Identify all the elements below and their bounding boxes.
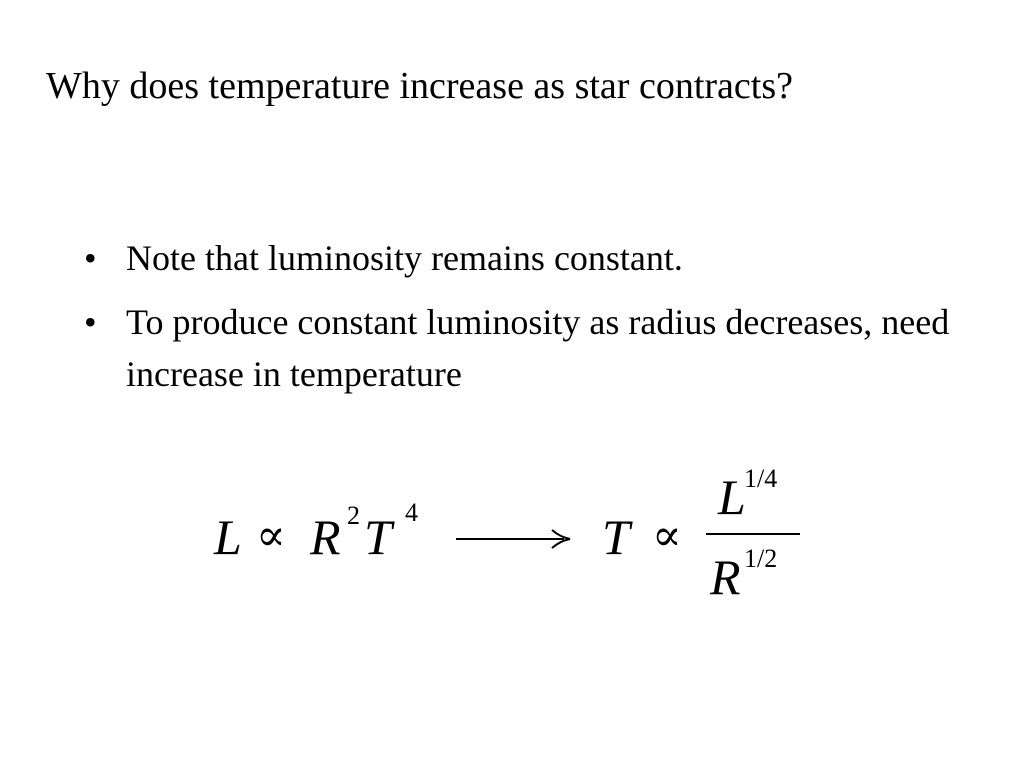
proportional-symbol: ∝: [652, 511, 682, 560]
bullet-dot: •: [84, 302, 97, 342]
formula-R: R: [310, 509, 341, 565]
long-right-arrow-icon: [456, 519, 574, 551]
fraction-numerator-exponent: 1/4: [744, 464, 778, 493]
fraction-denominator-R: R: [710, 549, 741, 605]
formula-T-exponent: 4: [405, 498, 418, 527]
bullet-dot: •: [84, 238, 97, 278]
formula-L: L: [214, 509, 242, 565]
slide-title: Why does temperature increase as star contracts?: [46, 65, 793, 107]
fraction-numerator-L: L: [718, 469, 746, 525]
formula-R-exponent: 2: [347, 501, 360, 530]
formula-T-result: T: [602, 509, 630, 565]
fraction-bar: [706, 533, 800, 535]
formula-T: T: [364, 509, 392, 565]
bullet-text: Note that luminosity remains constant.: [126, 238, 683, 278]
fraction-denominator-exponent: 1/2: [744, 544, 778, 573]
bullet-text: To produce constant luminosity as radius decreases, need increase in temperature: [126, 302, 950, 394]
proportional-symbol: ∝: [256, 511, 286, 560]
